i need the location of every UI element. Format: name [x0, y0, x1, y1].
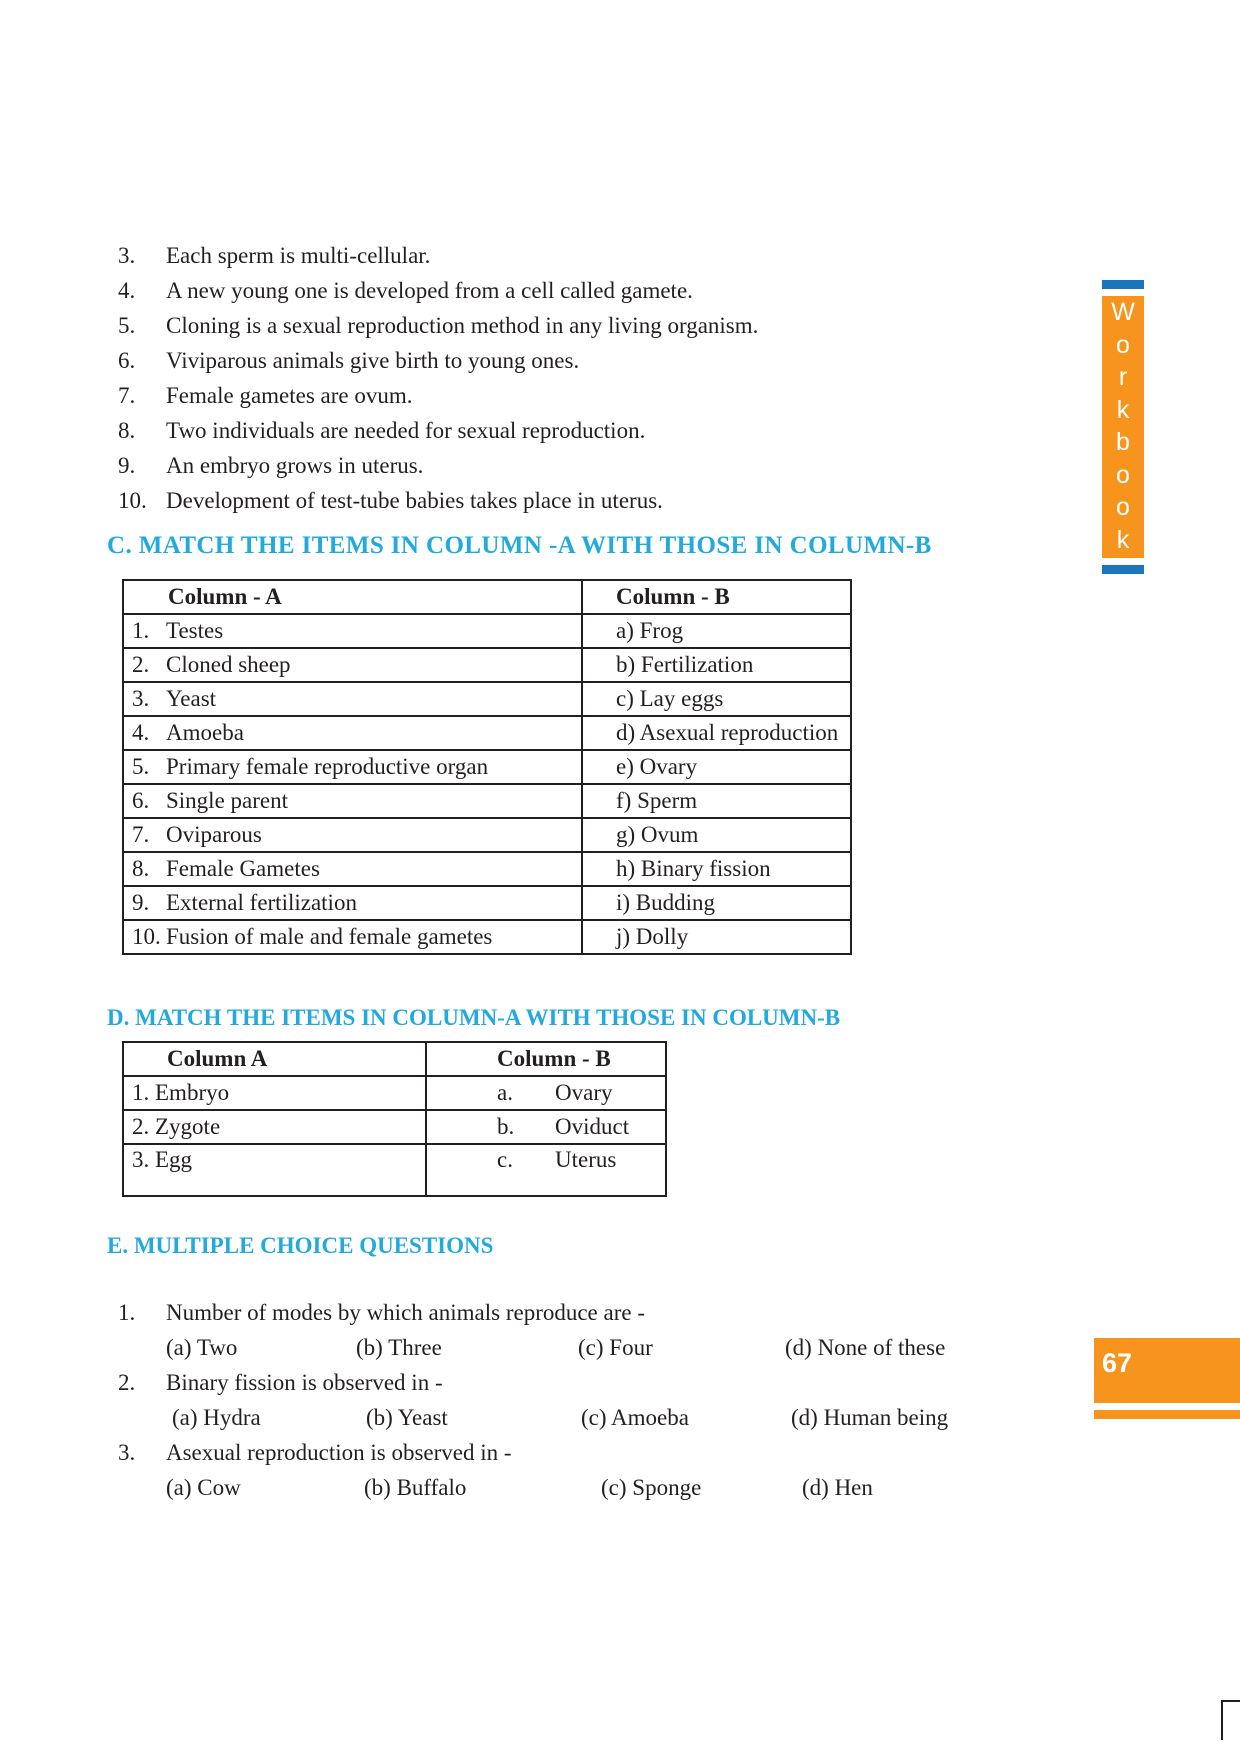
column-b-cell: h) Binary fission [582, 852, 851, 886]
section-e-heading: E. MULTIPLE CHOICE QUESTIONS [107, 1233, 494, 1258]
mcq-option[interactable]: (c) Amoeba [581, 1405, 689, 1430]
statement-text: Viviparous animals give birth to young ones. [166, 348, 580, 373]
crop-mark [1221, 1700, 1240, 1702]
row-number: 3. [132, 686, 150, 711]
page-number-underline [1094, 1410, 1240, 1419]
column-a-header: Column - A [123, 580, 582, 614]
match-table-d [122, 1041, 667, 1197]
column-b-cell: d) Asexual reproduction [582, 716, 851, 750]
column-b-text: Uterus [555, 1147, 617, 1172]
page-number: 67 [1102, 1348, 1133, 1378]
table-row [123, 716, 851, 750]
column-a-text: Fusion of male and female gametes [166, 924, 493, 949]
column-a-text: Single parent [166, 788, 288, 813]
table-row [123, 920, 851, 954]
column-a-cell [123, 648, 582, 682]
statement-text: Each sperm is multi-cellular. [166, 243, 431, 268]
side-tab-letter: k [1116, 525, 1130, 554]
table-row [123, 614, 851, 648]
option-letter: c. [497, 1147, 513, 1172]
column-b-header: Column - B [426, 1042, 666, 1076]
column-a-cell: 1. Embryo [123, 1076, 426, 1110]
mcq-option[interactable]: (d) Human being [791, 1405, 949, 1430]
row-number: 6. [132, 788, 150, 813]
mcq-options [118, 1400, 998, 1435]
statement-text: Two individuals are needed for sexual reproduction. [166, 418, 646, 443]
mcq-option[interactable]: (b) Three [356, 1335, 442, 1360]
question-text: Asexual reproduction is observed in - [166, 1440, 512, 1465]
column-a-text: Amoeba [166, 720, 244, 745]
column-b-cell [426, 1076, 666, 1110]
row-number: 4. [132, 720, 150, 745]
side-tab-top-bar [1102, 280, 1144, 289]
mcq-option[interactable]: (c) Four [578, 1335, 653, 1360]
column-b-cell: c) Lay eggs [582, 682, 851, 716]
column-b-cell: i) Budding [582, 886, 851, 920]
side-tab-letter: W [1111, 298, 1135, 326]
column-a-cell [123, 920, 582, 954]
column-a-cell [123, 682, 582, 716]
mcq-option[interactable]: (b) Yeast [366, 1405, 448, 1430]
statement-item [118, 448, 978, 483]
table-row [123, 1144, 666, 1196]
column-b-cell [426, 1144, 666, 1196]
table-row [123, 852, 851, 886]
column-b-cell: e) Ovary [582, 750, 851, 784]
statement-number: 5. [118, 313, 136, 338]
statement-number: 8. [118, 418, 136, 443]
statement-number: 3. [118, 243, 136, 268]
table-row [123, 818, 851, 852]
mcq-option[interactable]: (d) None of these [785, 1335, 946, 1360]
column-b-cell: j) Dolly [582, 920, 851, 954]
statement-item [118, 413, 978, 448]
column-a-text: Oviparous [166, 822, 262, 847]
statement-text: Cloning is a sexual reproduction method in any living organism. [166, 313, 759, 338]
row-number: 8. [132, 856, 150, 881]
column-a-cell [123, 886, 582, 920]
side-tab-bottom-bar [1102, 565, 1144, 574]
mcq-option[interactable]: (a) Two [166, 1335, 238, 1360]
statement-number: 10. [118, 488, 147, 513]
column-a-cell: 3. Egg [123, 1144, 426, 1196]
column-a-cell [123, 852, 582, 886]
mcq-options [118, 1330, 998, 1365]
column-a-cell [123, 818, 582, 852]
page-number-tab [1094, 1338, 1240, 1403]
question-text: Number of modes by which animals reproduce are - [166, 1300, 646, 1325]
column-a-text: Primary female reproductive organ [166, 754, 489, 779]
column-b-header: Column - B [582, 580, 851, 614]
row-number: 5. [132, 754, 150, 779]
statement-number: 9. [118, 453, 136, 478]
table-row [123, 1110, 666, 1144]
mcq-question [118, 1435, 998, 1470]
side-tab-letter: k [1116, 395, 1130, 424]
statement-item [118, 343, 978, 378]
column-b-text: Oviduct [555, 1114, 630, 1139]
column-b-cell: b) Fertilization [582, 648, 851, 682]
section-d-heading: D. MATCH THE ITEMS IN COLUMN-A WITH THOSE IN COLUMN-B [107, 1005, 841, 1030]
column-a-cell [123, 614, 582, 648]
row-number: 7. [132, 822, 150, 847]
statement-number: 7. [118, 383, 136, 408]
table-header-row [123, 580, 851, 614]
column-a-cell: 2. Zygote [123, 1110, 426, 1144]
column-b-cell: f) Sperm [582, 784, 851, 818]
true-false-statements [118, 238, 978, 518]
workbook-side-tab [1102, 280, 1144, 574]
mcq-options [118, 1470, 998, 1505]
crop-mark [1221, 1700, 1223, 1740]
question-number: 1. [118, 1300, 136, 1325]
column-a-cell [123, 784, 582, 818]
table-row [123, 1076, 666, 1110]
table-row [123, 750, 851, 784]
question-number: 2. [118, 1370, 136, 1395]
column-b-cell: g) Ovum [582, 818, 851, 852]
statement-number: 6. [118, 348, 136, 373]
column-a-text: Yeast [166, 686, 217, 711]
option-letter: b. [497, 1114, 515, 1139]
column-b-text: Ovary [555, 1080, 613, 1105]
column-a-text: Female Gametes [166, 856, 320, 881]
statement-item [118, 483, 978, 518]
mcq-option[interactable]: (a) Hydra [172, 1405, 261, 1430]
table-row [123, 682, 851, 716]
side-tab-body [1102, 296, 1144, 558]
row-number: 1. [132, 618, 150, 643]
option-letter: a. [497, 1080, 513, 1105]
table-row [123, 648, 851, 682]
statement-item [118, 273, 978, 308]
table-row [123, 784, 851, 818]
column-a-text: Testes [166, 618, 224, 643]
row-number: 10. [132, 924, 161, 949]
question-text: Binary fission is observed in - [166, 1370, 443, 1395]
side-tab-letter: o [1116, 493, 1130, 521]
statement-item [118, 308, 978, 343]
column-a-cell [123, 750, 582, 784]
side-tab-letter: r [1118, 363, 1128, 391]
side-tab-letter: o [1116, 330, 1130, 359]
statement-item [118, 238, 978, 273]
side-tab-letter: b [1116, 428, 1130, 456]
side-tab-letter: o [1116, 460, 1130, 489]
section-c-heading: C. MATCH THE ITEMS IN COLUMN -A WITH THOSE IN COLUMN-B [107, 532, 932, 559]
mcq-option[interactable]: (c) Sponge [601, 1475, 702, 1500]
question-number: 3. [118, 1440, 136, 1465]
statement-text: Development of test-tube babies takes place in uterus. [166, 488, 663, 513]
row-number: 9. [132, 890, 150, 915]
statement-text: A new young one is developed from a cell called gamete. [166, 278, 693, 303]
column-a-text: Cloned sheep [166, 652, 291, 677]
column-a-header: Column A [123, 1042, 426, 1076]
mcq-list [118, 1295, 998, 1505]
mcq-option[interactable]: (b) Buffalo [364, 1475, 467, 1500]
table-header-row [123, 1042, 666, 1076]
column-b-cell [426, 1110, 666, 1144]
statement-text: An embryo grows in uterus. [166, 453, 424, 478]
mcq-option[interactable]: (a) Cow [166, 1475, 241, 1500]
mcq-question [118, 1295, 998, 1330]
column-b-cell: a) Frog [582, 614, 851, 648]
mcq-option[interactable]: (d) Hen [802, 1475, 873, 1500]
statement-text: Female gametes are ovum. [166, 383, 413, 408]
table-row [123, 886, 851, 920]
column-a-cell [123, 716, 582, 750]
statement-number: 4. [118, 278, 136, 303]
match-table-c [122, 579, 852, 955]
column-a-text: External fertilization [166, 890, 357, 915]
row-number: 2. [132, 652, 150, 677]
mcq-question [118, 1365, 998, 1400]
statement-item [118, 378, 978, 413]
